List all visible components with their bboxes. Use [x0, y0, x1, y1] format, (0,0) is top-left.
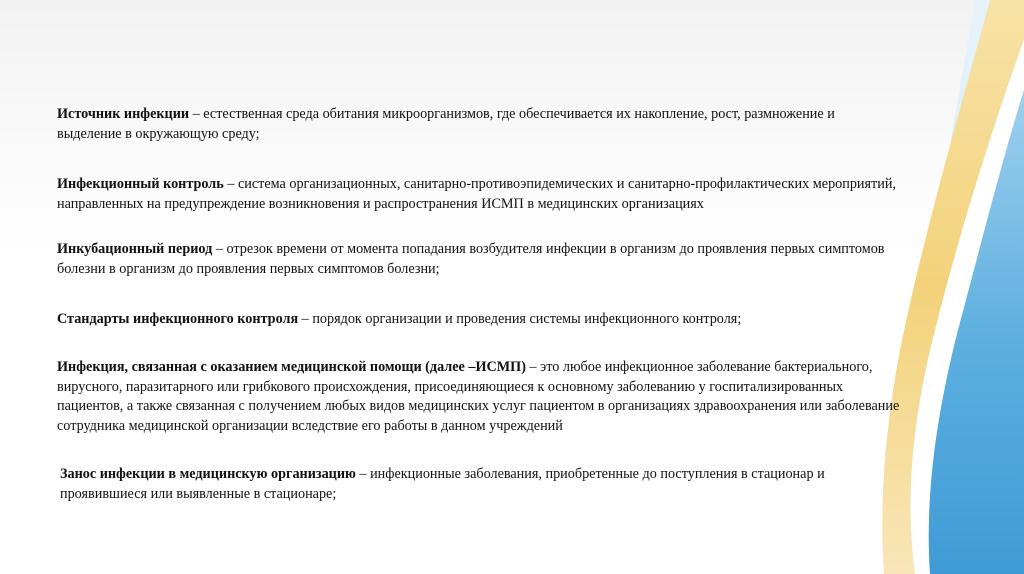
term-definition: – инфекционные заболевания, приобретенные до поступления в стационар и проявившиеся или выявленные в стационаре;: [60, 466, 825, 502]
term-definition: – порядок организации и проведения системы инфекционного контроля;: [298, 311, 742, 327]
term-label: Инфекция, связанная с оказанием медицинской помощи (далее –ИСМП): [57, 359, 526, 375]
definition-infection-import: [60, 465, 902, 504]
term-label: Стандарты инфекционного контроля: [57, 311, 299, 327]
definition-infection-control: [57, 175, 902, 214]
definition-control-standards: [57, 310, 741, 330]
term-definition: – система организационных, санитарно-противоэпидемических и санитарно-профилактических мероприятий, направленных на предупреждение возникновения и распространения ИСМП в медицинских организациях: [57, 176, 896, 212]
definition-infection-source: [57, 105, 902, 144]
term-label: Занос инфекции в медицинскую организацию: [60, 466, 356, 482]
term-definition: – естественная среда обитания микроорганизмов, где обеспечивается их накопление, рост, размножение и выделение в окружающую среду;: [57, 106, 835, 142]
term-definition: – отрезок времени от момента попадания возбудителя инфекции в организм до проявления первых симптомов болезни в организм до проявления первых симптомов болезни;: [57, 241, 885, 277]
term-label: Источник инфекции: [57, 106, 190, 122]
term-label: Инфекционный контроль: [57, 176, 224, 192]
definition-ismp: [57, 358, 902, 436]
term-definition: – это любое инфекционное заболевание бактериального, вирусного, паразитарного или грибкового происхождения, присоединяющиеся к основному заболеванию у госпитализированных пациентов, а также связанная с получением любых видов медицинских услуг пациентом в организациях здравоохранения или заболевание сотрудника медицинской организации вследствие его работы в данном учреждений: [57, 359, 900, 434]
definition-incubation-period: [57, 240, 902, 279]
term-label: Инкубационный период: [57, 241, 213, 257]
